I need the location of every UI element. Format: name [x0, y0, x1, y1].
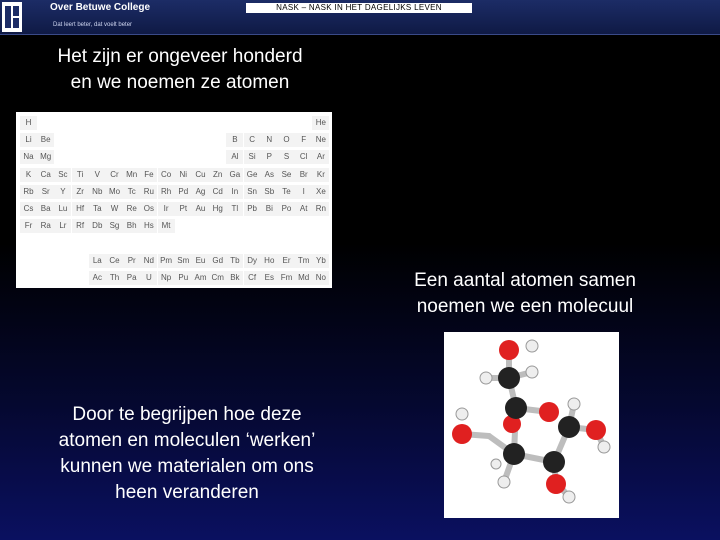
element-cell: Ho [261, 254, 278, 268]
element-cell: W [106, 202, 123, 216]
college-logo-icon [2, 2, 22, 32]
element-cell: Kr [312, 168, 329, 182]
element-cell: Zn [209, 168, 226, 182]
element-cell: Db [89, 219, 106, 233]
bottom-text [28, 402, 346, 506]
element-cell: Ti [72, 168, 89, 182]
element-cell: He [312, 116, 329, 130]
element-cell: Es [261, 271, 278, 285]
oxygen-atoms [452, 340, 606, 494]
element-cell: Mn [123, 168, 140, 182]
element-cell: Nb [89, 185, 106, 199]
element-cell: Sc [54, 168, 71, 182]
element-cell: Pa [123, 271, 140, 285]
element-cell: P [261, 150, 278, 164]
element-cell: K [20, 168, 37, 182]
element-cell: Te [278, 185, 295, 199]
element-cell: Cu [192, 168, 209, 182]
element-cell: Tb [226, 254, 243, 268]
element-cell: Ra [37, 219, 54, 233]
element-cell: Ar [312, 150, 329, 164]
element-cell: Zr [72, 185, 89, 199]
element-cell: Gd [209, 254, 226, 268]
element-cell: Al [226, 150, 243, 164]
slide-label: NASK – NASK IN HET DAGELIJKS LEVEN [246, 3, 472, 13]
element-cell: Rb [20, 185, 37, 199]
element-cell: Bh [123, 219, 140, 233]
element-cell: Mo [106, 185, 123, 199]
molecule-text [380, 268, 670, 320]
element-cell: Cf [244, 271, 261, 285]
element-cell: Pb [244, 202, 261, 216]
element-cell: Ni [175, 168, 192, 182]
element-cell: Po [278, 202, 295, 216]
element-cell: Am [192, 271, 209, 285]
element-cell: Fe [140, 168, 157, 182]
element-cell: Ba [37, 202, 54, 216]
element-cell: Y [54, 185, 71, 199]
element-cell: S [278, 150, 295, 164]
element-cell: Tl [226, 202, 243, 216]
element-cell: Ca [37, 168, 54, 182]
periodic-table [16, 112, 332, 288]
element-cell: Pu [175, 271, 192, 285]
element-cell: V [89, 168, 106, 182]
element-cell: Sn [244, 185, 261, 199]
bottom-line-3: kunnen we materialen om ons [60, 456, 314, 477]
element-cell: Os [140, 202, 157, 216]
element-cell: Cl [295, 150, 312, 164]
element-cell: Lu [54, 202, 71, 216]
element-cell: Ga [226, 168, 243, 182]
element-cell: Na [20, 150, 37, 164]
element-cell: Cm [209, 271, 226, 285]
element-cell: Rf [72, 219, 89, 233]
intro-line-2: en we noemen ze atomen [70, 72, 290, 93]
hydrogen-atoms [456, 340, 610, 503]
element-cell: Bi [261, 202, 278, 216]
element-cell: Ge [244, 168, 261, 182]
header-bar [0, 0, 720, 35]
element-cell: Se [278, 168, 295, 182]
brand-title: Over Betuwe College [50, 2, 151, 13]
element-cell: Hs [140, 219, 157, 233]
element-cell: Fm [278, 271, 295, 285]
element-cell: La [89, 254, 106, 268]
element-cell: U [140, 271, 157, 285]
element-cell: Sg [106, 219, 123, 233]
element-cell: H [20, 116, 37, 130]
molecule-image [444, 332, 619, 518]
element-cell: Bk [226, 271, 243, 285]
element-cell: Ag [192, 185, 209, 199]
element-cell: Md [295, 271, 312, 285]
element-cell: Nd [140, 254, 157, 268]
element-cell: Np [158, 271, 175, 285]
element-cell: Tm [295, 254, 312, 268]
element-cell: Sm [175, 254, 192, 268]
element-cell: Co [158, 168, 175, 182]
element-cell: Er [278, 254, 295, 268]
element-cell: Dy [244, 254, 261, 268]
element-cell: Sr [37, 185, 54, 199]
element-cell: Rn [312, 202, 329, 216]
intro-text [20, 44, 340, 96]
element-cell: C [244, 133, 261, 147]
element-cell: Hf [72, 202, 89, 216]
element-cell: Cs [20, 202, 37, 216]
element-cell: Ru [140, 185, 157, 199]
element-cell: Pr [123, 254, 140, 268]
element-cell: Ce [106, 254, 123, 268]
molecule-line-1: Een aantal atomen samen [414, 270, 636, 291]
element-cell: Fr [20, 219, 37, 233]
molecule-line-2: noemen we een molecuul [416, 296, 634, 317]
element-cell: No [312, 271, 329, 285]
element-cell: Li [20, 133, 37, 147]
element-cell: At [295, 202, 312, 216]
bottom-line-4: heen veranderen [115, 482, 259, 503]
element-cell: Ta [89, 202, 106, 216]
element-cell: Pm [158, 254, 175, 268]
element-cell: Ac [89, 271, 106, 285]
bottom-line-2: atomen en moleculen ‘werken’ [58, 430, 316, 451]
element-cell: Be [37, 133, 54, 147]
element-cell: F [295, 133, 312, 147]
element-cell: In [226, 185, 243, 199]
element-cell: I [295, 185, 312, 199]
element-cell: Mg [37, 150, 54, 164]
molecule-3d-model [444, 332, 619, 518]
element-cell: Br [295, 168, 312, 182]
element-cell: Pd [175, 185, 192, 199]
element-cell: Yb [312, 254, 329, 268]
element-cell: Re [123, 202, 140, 216]
element-cell: Si [244, 150, 261, 164]
element-cell: Ir [158, 202, 175, 216]
element-cell: Au [192, 202, 209, 216]
brand-tagline: Dat leert beter, dat voelt beter [53, 22, 133, 28]
element-cell: Cd [209, 185, 226, 199]
element-cell: Rh [158, 185, 175, 199]
element-cell: Ne [312, 133, 329, 147]
element-cell: Hg [209, 202, 226, 216]
element-cell: Sb [261, 185, 278, 199]
element-cell: Lr [54, 219, 71, 233]
element-cell: Mt [158, 219, 175, 233]
element-cell: Tc [123, 185, 140, 199]
element-cell: As [261, 168, 278, 182]
element-cell: B [226, 133, 243, 147]
element-cell: Th [106, 271, 123, 285]
element-cell: O [278, 133, 295, 147]
element-cell: Pt [175, 202, 192, 216]
element-cell: Xe [312, 185, 329, 199]
intro-line-1: Het zijn er ongeveer honderd [57, 46, 303, 67]
element-cell: N [261, 133, 278, 147]
element-cell: Cr [106, 168, 123, 182]
bottom-line-1: Door te begrijpen hoe deze [72, 404, 302, 425]
element-cell: Eu [192, 254, 209, 268]
